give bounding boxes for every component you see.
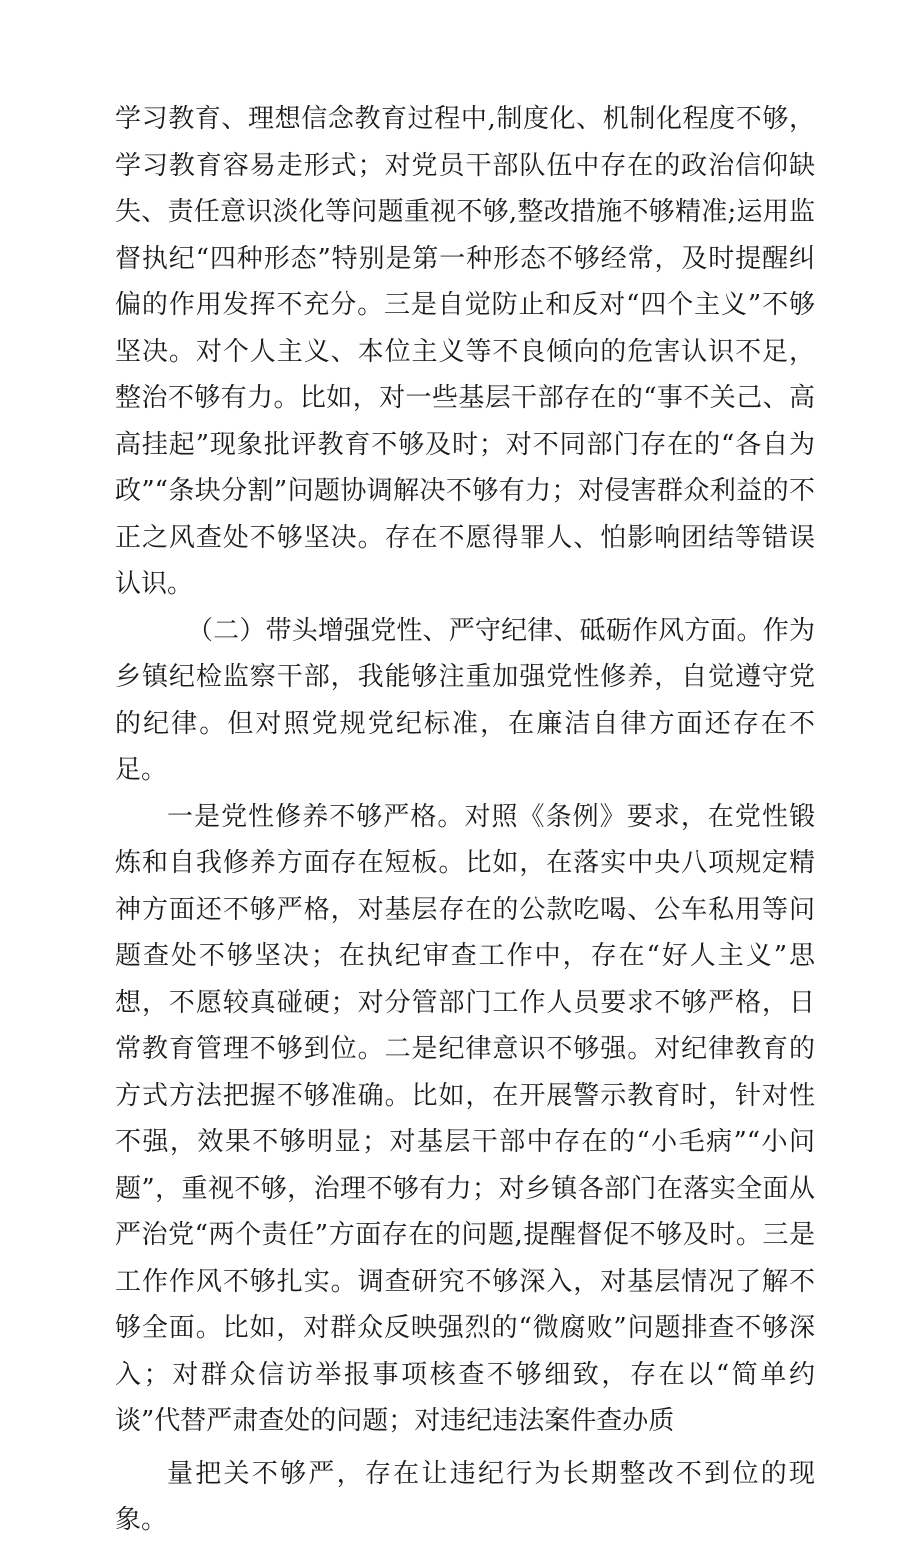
paragraph-section-two-heading: （二）带头增强党性、严守纪律、砥砺作风方面。作为乡镇纪检监察干部，我能够注重加强党性修养，自觉遵守党的纪律。但对照党规党纪标准，在廉洁自律方面还存在不足。	[115, 615, 815, 785]
paragraph-continuation: 学习教育、理想信念教育过程中,制度化、机制化程度不够，学习教育容易走形式；对党员干部队伍中存在的政治信仰缺失、责任意识淡化等问题重视不够,整改措施不够精准;运用监督执纪“四种形态”特别是第一种形态不够经常，及时提醒纠偏的作用发挥不充分。三是自觉防止和反对“四个主义”不够坚决。对个人主义、本位主义等不良倾向的危害认识不足，整治不够有力。比如，对一些基层干部存在的“事不关己、高高挂起”现象批评教育不够及时；对不同部门存在的“各自为政”“条块分割”问题协调解决不够有力；对侵害群众利益的不正之风查处不够坚决。存在不愿得罪人、怕影响团结等错误认识。	[115, 104, 815, 599]
paragraph-closing-line: 量把关不够严，存在让违纪行为长期整改不到位的现象。	[115, 1458, 815, 1535]
paragraph-party-discipline: 一是党性修养不够严格。对照《条例》要求，在党性锻炼和自我修养方面存在短板。比如，在落实中央八项规定精神方面还不够严格，对基层存在的公款吃喝、公车私用等问题查处不够坚决；在执纪审查工作中，存在“好人主义”思想，不愿较真碰硬；对分管部门工作人员要求不够严格，日常教育管理不够到位。二是纪律意识不够强。对纪律教育的方式方法把握不够准确。比如，在开展警示教育时，针对性不强，效果不够明显；对基层干部中存在的“小毛病”“小问题”，重视不够，治理不够有力；对乡镇各部门在落实全面从严治党“两个责任”方面存在的问题,提醒督促不够及时。三是工作作风不够扎实。调查研究不够深入，对基层情况了解不够全面。比如，对群众反映强烈的“微腐败”问题排查不够深入；对群众信访举报事项核查不够细致，存在以“简单约谈”代替严肃查处的问题；对违纪违法案件查办质	[115, 801, 815, 1436]
document-body	[115, 96, 815, 1544]
